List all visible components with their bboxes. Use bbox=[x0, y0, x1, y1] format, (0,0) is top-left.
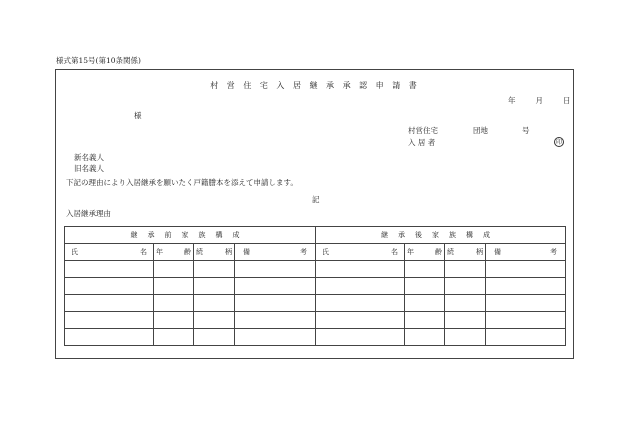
table-cell[interactable] bbox=[154, 312, 194, 329]
table-cell[interactable] bbox=[235, 278, 316, 295]
table-cell[interactable] bbox=[405, 295, 445, 312]
table-cell[interactable] bbox=[316, 261, 405, 278]
relation-header: 続 柄 bbox=[445, 244, 486, 261]
remarks-header: 備 考 bbox=[486, 244, 566, 261]
table-cell[interactable] bbox=[194, 261, 235, 278]
relation-header: 続 柄 bbox=[194, 244, 235, 261]
family-composition-table bbox=[64, 226, 566, 346]
table-cell[interactable] bbox=[235, 261, 316, 278]
table-cell[interactable] bbox=[445, 261, 486, 278]
addressee-suffix: 様 bbox=[134, 111, 142, 120]
table-cell[interactable] bbox=[235, 295, 316, 312]
table-cell[interactable] bbox=[316, 312, 405, 329]
form-code: 様式第15号(第10条関係) bbox=[56, 56, 141, 65]
table-row bbox=[65, 295, 566, 312]
table-cell[interactable] bbox=[486, 312, 566, 329]
table-cell[interactable] bbox=[445, 312, 486, 329]
table-cell[interactable] bbox=[445, 329, 486, 346]
group-header-row bbox=[65, 227, 566, 244]
table-cell[interactable] bbox=[154, 295, 194, 312]
table-row bbox=[65, 278, 566, 295]
table-cell[interactable] bbox=[445, 278, 486, 295]
seal-icon: 印 bbox=[555, 139, 562, 146]
table-row bbox=[65, 329, 566, 346]
table-cell[interactable] bbox=[194, 295, 235, 312]
name-header: 氏 名 bbox=[316, 244, 405, 261]
old-tenant-label: 旧名義人 bbox=[74, 164, 104, 173]
table-cell[interactable] bbox=[486, 261, 566, 278]
date-line bbox=[508, 97, 571, 105]
number-label: 号 bbox=[522, 126, 530, 135]
table-cell[interactable] bbox=[405, 278, 445, 295]
table-cell[interactable] bbox=[65, 329, 154, 346]
village-housing-label: 村営住宅 bbox=[408, 126, 438, 135]
ki-label: 記 bbox=[312, 195, 320, 204]
table-cell[interactable] bbox=[405, 261, 445, 278]
danchi-label: 団地 bbox=[473, 126, 488, 135]
table-cell[interactable] bbox=[445, 295, 486, 312]
table-cell[interactable] bbox=[65, 312, 154, 329]
age-header: 年 齢 bbox=[405, 244, 445, 261]
table-cell[interactable] bbox=[316, 278, 405, 295]
new-tenant-label: 新名義人 bbox=[74, 153, 104, 162]
year-label: 年 bbox=[508, 96, 516, 105]
table-cell[interactable] bbox=[486, 329, 566, 346]
table-cell[interactable] bbox=[194, 278, 235, 295]
table-cell[interactable] bbox=[154, 261, 194, 278]
table-cell[interactable] bbox=[405, 329, 445, 346]
table-cell[interactable] bbox=[235, 329, 316, 346]
table-row bbox=[65, 261, 566, 278]
remarks-header: 備 考 bbox=[235, 244, 316, 261]
table-cell[interactable] bbox=[235, 312, 316, 329]
table-row bbox=[65, 312, 566, 329]
before-header: 継承前家族構成 bbox=[65, 227, 316, 244]
table-cell[interactable] bbox=[316, 295, 405, 312]
after-header: 継承後家族構成 bbox=[316, 227, 566, 244]
table-cell[interactable] bbox=[65, 261, 154, 278]
tenant-label: 入 居 者 bbox=[408, 138, 436, 147]
table-cell[interactable] bbox=[194, 329, 235, 346]
table-cell[interactable] bbox=[405, 312, 445, 329]
table-cell[interactable] bbox=[154, 329, 194, 346]
table-cell[interactable] bbox=[65, 295, 154, 312]
table-cell[interactable] bbox=[154, 278, 194, 295]
column-header-row bbox=[65, 244, 566, 261]
reason-label: 入居継承理由 bbox=[66, 209, 111, 218]
form-title: 村 営 住 宅 入 居 継 承 承 認 申 請 書 bbox=[210, 81, 420, 90]
table-cell[interactable] bbox=[194, 312, 235, 329]
table-cell[interactable] bbox=[316, 329, 405, 346]
request-sentence: 下記の理由により入居継承を願いたく戸籍謄本を添えて申請します。 bbox=[66, 178, 298, 187]
age-header: 年 齢 bbox=[154, 244, 194, 261]
name-header: 氏 名 bbox=[65, 244, 154, 261]
month-label: 月 bbox=[535, 96, 543, 105]
day-label: 日 bbox=[563, 96, 571, 105]
table-cell[interactable] bbox=[486, 295, 566, 312]
table-cell[interactable] bbox=[65, 278, 154, 295]
table-cell[interactable] bbox=[486, 278, 566, 295]
